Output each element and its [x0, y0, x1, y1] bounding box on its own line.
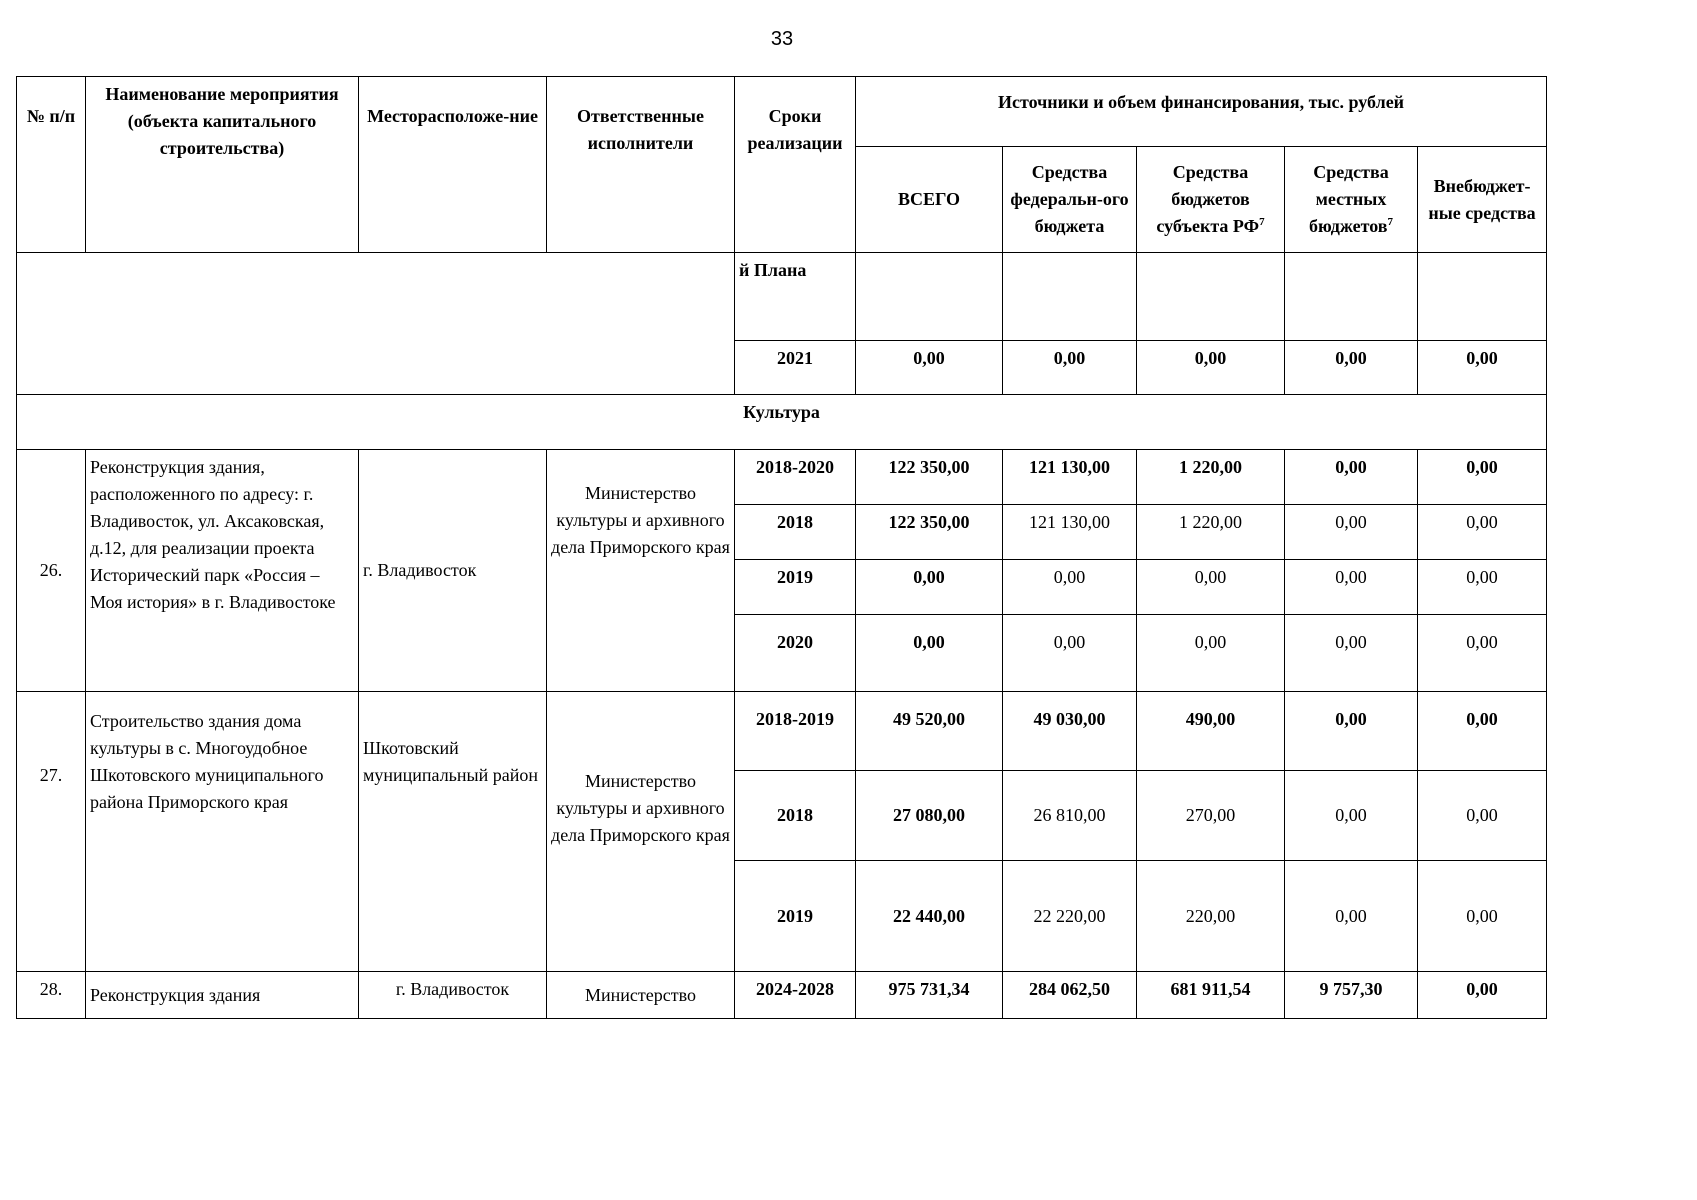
- section-row: [17, 395, 1547, 450]
- header-local-text: Средства местных бюджетов: [1308, 162, 1389, 236]
- row-year: 2020: [735, 615, 856, 692]
- row-year: 2018-2019: [735, 692, 856, 771]
- item-name: Строительство здания дома культуры в с. Многоудобное Шкотовского муниципального района Приморского края: [86, 692, 359, 972]
- row-subject: 0,00: [1137, 560, 1285, 615]
- row-federal: 22 220,00: [1003, 861, 1137, 972]
- plan-empty-cell: [1003, 253, 1137, 341]
- plan-blank-cell: [17, 253, 735, 395]
- plan-value: 0,00: [1137, 341, 1285, 395]
- row-total: 975 731,34: [856, 972, 1003, 1019]
- plan-empty-cell: [856, 253, 1003, 341]
- header-subject: [1137, 147, 1285, 253]
- header-location: Месторасположе-ние: [359, 77, 547, 253]
- header-local-footnote: 7: [1387, 216, 1393, 228]
- row-federal: 49 030,00: [1003, 692, 1137, 771]
- financing-table: [16, 76, 1547, 1019]
- row-subject: 220,00: [1137, 861, 1285, 972]
- row-local: 0,00: [1285, 615, 1418, 692]
- plan-year: 2021: [735, 341, 856, 395]
- page-number: 33: [770, 28, 794, 50]
- header-subject-text: Средства бюджетов субъекта РФ: [1156, 162, 1260, 236]
- plan-empty-cell: [1418, 253, 1547, 341]
- row-subject: 490,00: [1137, 692, 1285, 771]
- row-total: 0,00: [856, 560, 1003, 615]
- header-responsible: Ответственные исполнители: [547, 77, 735, 253]
- row-year: 2019: [735, 861, 856, 972]
- row-local: 9 757,30: [1285, 972, 1418, 1019]
- row-total: 49 520,00: [856, 692, 1003, 771]
- row-extra: 0,00: [1418, 450, 1547, 505]
- row-year: 2019: [735, 560, 856, 615]
- plan-value: 0,00: [1418, 341, 1547, 395]
- item-responsible: Министерство культуры и архивного дела Приморского края: [547, 450, 735, 692]
- item-name: Реконструкция здания: [86, 972, 359, 1019]
- row-subject: 270,00: [1137, 771, 1285, 861]
- header-sources: Источники и объем финансирования, тыс. рублей: [856, 77, 1547, 147]
- row-year: 2018-2020: [735, 450, 856, 505]
- row-year: 2018: [735, 505, 856, 560]
- row-federal: 26 810,00: [1003, 771, 1137, 861]
- row-federal: 121 130,00: [1003, 505, 1137, 560]
- plan-empty-cell: [1285, 253, 1418, 341]
- header-row: [17, 77, 1547, 147]
- header-num: № п/п: [17, 77, 86, 253]
- row-extra: 0,00: [1418, 972, 1547, 1019]
- header-subject-footnote: 7: [1259, 216, 1265, 228]
- plan-empty-cell: [1137, 253, 1285, 341]
- plan-label: й Плана: [735, 253, 856, 341]
- row-local: 0,00: [1285, 692, 1418, 771]
- row-year: 2024-2028: [735, 972, 856, 1019]
- row-extra: 0,00: [1418, 505, 1547, 560]
- plan-row-label: [17, 253, 1547, 341]
- row-extra: 0,00: [1418, 861, 1547, 972]
- header-extra: Внебюджет-ные средства: [1418, 147, 1547, 253]
- row-subject: 1 220,00: [1137, 505, 1285, 560]
- row-subject: 681 911,54: [1137, 972, 1285, 1019]
- row-local: 0,00: [1285, 450, 1418, 505]
- plan-value: 0,00: [1003, 341, 1137, 395]
- header-name: Наименование мероприятия (объекта капитального строительства): [86, 77, 359, 253]
- header-local: [1285, 147, 1418, 253]
- item-location: г. Владивосток: [359, 450, 547, 692]
- table-row: [17, 450, 1547, 505]
- table-row: [17, 692, 1547, 771]
- row-extra: 0,00: [1418, 692, 1547, 771]
- header-total: ВСЕГО: [856, 147, 1003, 253]
- row-federal: 0,00: [1003, 560, 1137, 615]
- row-federal: 0,00: [1003, 615, 1137, 692]
- item-location: г. Владивосток: [359, 972, 547, 1019]
- item-number: 27.: [17, 692, 86, 972]
- row-local: 0,00: [1285, 861, 1418, 972]
- row-total: 0,00: [856, 615, 1003, 692]
- item-location: Шкотовский муниципальный район: [359, 692, 547, 972]
- item-name: Реконструкция здания, расположенного по адресу: г. Владивосток, ул. Аксаковская, д.12, для реализации проекта Исторический парк «Россия – Моя история» в г. Владивостоке: [86, 450, 359, 692]
- row-extra: 0,00: [1418, 615, 1547, 692]
- row-total: 22 440,00: [856, 861, 1003, 972]
- header-terms: Сроки реализации: [735, 77, 856, 253]
- row-local: 0,00: [1285, 560, 1418, 615]
- row-total: 122 350,00: [856, 450, 1003, 505]
- plan-value: 0,00: [856, 341, 1003, 395]
- row-federal: 121 130,00: [1003, 450, 1137, 505]
- item-number: 26.: [17, 450, 86, 692]
- item-number: 28.: [17, 972, 86, 1019]
- row-total: 122 350,00: [856, 505, 1003, 560]
- plan-value: 0,00: [1285, 341, 1418, 395]
- header-federal: Средства федеральн-ого бюджета: [1003, 147, 1137, 253]
- row-federal: 284 062,50: [1003, 972, 1137, 1019]
- row-local: 0,00: [1285, 771, 1418, 861]
- item-responsible: Министерство культуры и архивного дела Приморского края: [547, 692, 735, 972]
- row-local: 0,00: [1285, 505, 1418, 560]
- row-total: 27 080,00: [856, 771, 1003, 861]
- table-row: [17, 972, 1547, 1019]
- row-extra: 0,00: [1418, 771, 1547, 861]
- row-subject: 1 220,00: [1137, 450, 1285, 505]
- item-responsible: Министерство: [547, 972, 735, 1019]
- row-year: 2018: [735, 771, 856, 861]
- section-title: Культура: [17, 395, 1547, 450]
- row-subject: 0,00: [1137, 615, 1285, 692]
- row-extra: 0,00: [1418, 560, 1547, 615]
